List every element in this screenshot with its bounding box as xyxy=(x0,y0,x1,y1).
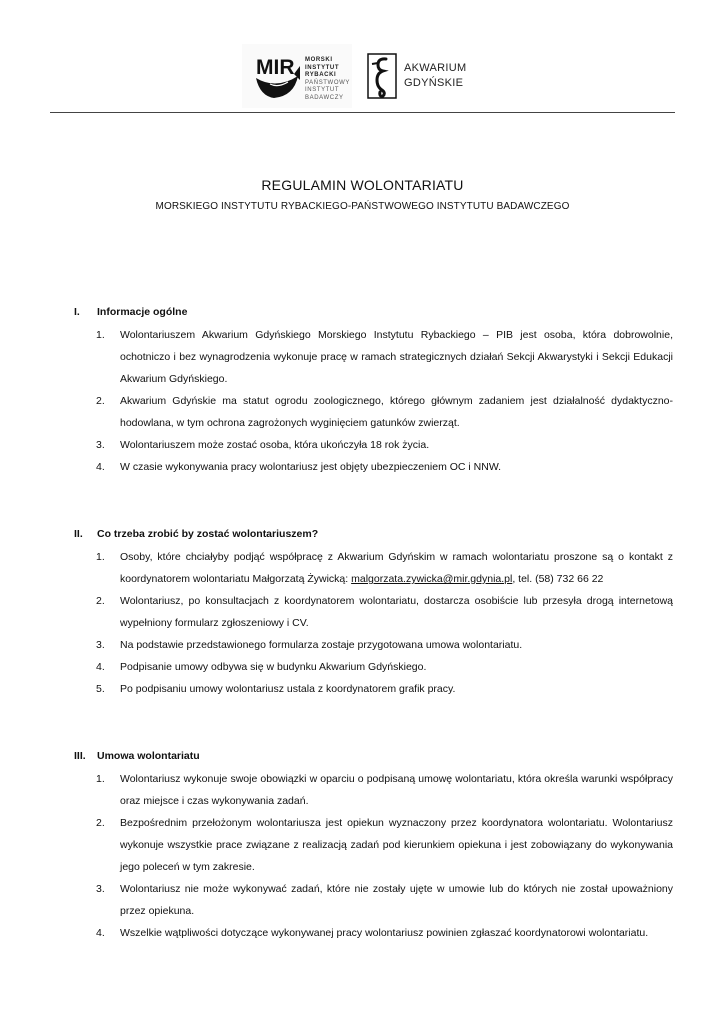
document-header xyxy=(0,0,725,114)
mir-name xyxy=(305,57,350,102)
list-item xyxy=(0,768,725,812)
item-text-lead: Osoby, które chciałyby podjąć współpracę z Akwarium Gdyńskim w ramach wolontariatu proszone są o kontakt z koordynatorem wolontariatu Małgorzatą Żywicką: xyxy=(120,551,673,585)
mir-line: INSTYTUT xyxy=(305,64,340,71)
document-title: REGULAMIN WOLONTARIATU xyxy=(261,177,464,193)
item-number: 2. xyxy=(96,395,105,407)
item-text: Wolontariuszem Akwarium Gdyńskiego Morskiego Instytutu Rybackiego – PIB jest osoba, która dobrowolnie, ochotniczo i bez wynagrodzenia wykonuje pracę w ramach strategicznych działań Sekcji Akwarystyki i Sekcji Edukacji Akwarium Gdyńskiego. xyxy=(120,329,673,385)
seahorse-icon xyxy=(366,52,398,100)
list-item xyxy=(0,812,725,878)
aquarium-name xyxy=(404,61,467,91)
item-text xyxy=(120,546,673,590)
mir-line: RYBACKI xyxy=(305,72,337,78)
mir-fish-icon xyxy=(242,44,304,108)
section-title: Co trzeba zrobić by zostać wolontariuszem? xyxy=(97,528,319,540)
item-text: Po podpisaniu umowy wolontariusz ustala z koordynatorem grafik pracy. xyxy=(120,683,456,695)
item-text: Wolontariusz wykonuje swoje obowiązki w oparciu o podpisaną umowę wolontariatu, która określa warunki współpracy oraz miejsce i czas wykonywania zadań. xyxy=(120,773,673,807)
item-text-tail: , tel. (58) 732 66 22 xyxy=(512,573,604,585)
aquarium-line: GDYŃSKIE xyxy=(404,77,464,89)
item-text: Bezpośrednim przełożonym wolontariusza jest opiekun wyznaczony przez koordynatora wolontariatu. Wolontariusz wykonuje wszystkie prace związane z realizacją zadań pod kierunkiem opiekuna i jest zobowiązany do wykonywania jego poleceń w tym zakresie. xyxy=(120,817,673,873)
item-text: Podpisanie umowy odbywa się w budynku Akwarium Gdyńskiego. xyxy=(120,661,427,673)
item-text: Wolontariusz nie może wykonywać zadań, które nie zostały ujęte w umowie lub do których nie został upoważniony przez opiekuna. xyxy=(120,883,673,917)
item-number: 3. xyxy=(96,883,105,895)
section-list xyxy=(0,546,725,700)
item-text: W czasie wykonywania pracy wolontariusz jest objęty ubezpieczeniem OC i NNW. xyxy=(120,461,502,473)
header-divider xyxy=(50,112,675,113)
list-item xyxy=(0,546,725,590)
item-text: Wolontariusz, po konsultacjach z koordynatorem wolontariatu, dostarcza osobiście lub przesyła drogą internetową wypełniony formularz zgłoszeniowy i CV. xyxy=(120,595,673,629)
section-list xyxy=(0,768,725,944)
item-number: 1. xyxy=(96,773,105,785)
item-text: Akwarium Gdyńskie ma statut ogrodu zoologicznego, którego głównym zadaniem jest działalność dydaktyczno-hodowlana, w tym ochrona zagrożonych wyginięciem gatunków zwierząt. xyxy=(120,395,673,429)
list-item xyxy=(0,434,725,456)
section-number: II. xyxy=(74,528,83,540)
item-number: 4. xyxy=(96,661,105,673)
section-list xyxy=(0,324,725,478)
list-item xyxy=(0,390,725,434)
item-number: 2. xyxy=(96,817,105,829)
list-item xyxy=(0,590,725,634)
item-text: Wolontariuszem może zostać osoba, która ukończyła 18 rok życia. xyxy=(120,439,430,451)
item-number: 5. xyxy=(96,683,105,695)
mir-line: INSTYTUT xyxy=(305,87,340,93)
mir-line: PAŃSTWOWY xyxy=(305,79,350,86)
list-item xyxy=(0,922,725,944)
list-item xyxy=(0,678,725,700)
item-number: 1. xyxy=(96,551,105,563)
coordinator-email-link[interactable]: malgorzata.zywicka@mir.gdynia.pl xyxy=(351,573,513,585)
aquarium-line: AKWARIUM xyxy=(404,62,467,74)
item-number: 4. xyxy=(96,461,105,473)
mir-logo xyxy=(242,44,352,108)
section-title: Umowa wolontariatu xyxy=(97,750,200,762)
item-number: 1. xyxy=(96,329,105,341)
document-subtitle: MORSKIEGO INSTYTUTU RYBACKIEGO-PAŃSTWOWEGO INSTYTUTU BADAWCZEGO xyxy=(155,201,570,212)
list-item xyxy=(0,456,725,478)
section-number: I. xyxy=(74,306,80,318)
section-number: III. xyxy=(74,750,86,762)
item-number: 4. xyxy=(96,927,105,939)
mir-line: BADAWCZY xyxy=(305,94,344,101)
list-item xyxy=(0,656,725,678)
item-number: 3. xyxy=(96,639,105,651)
item-number: 3. xyxy=(96,439,105,451)
mir-line: MORSKI xyxy=(305,57,333,63)
aquarium-logo xyxy=(366,52,476,100)
item-number: 2. xyxy=(96,595,105,607)
list-item xyxy=(0,878,725,922)
item-text: Wszelkie wątpliwości dotyczące wykonywanej pracy wolontariusz powinien zgłaszać koordynatorowi wolontariatu. xyxy=(120,927,649,939)
list-item xyxy=(0,634,725,656)
mir-abbrev: MIR xyxy=(256,56,295,79)
item-text: Na podstawie przedstawionego formularza zostaje przygotowana umowa wolontariatu. xyxy=(120,639,523,651)
list-item xyxy=(0,324,725,390)
section-title: Informacje ogólne xyxy=(97,306,188,318)
